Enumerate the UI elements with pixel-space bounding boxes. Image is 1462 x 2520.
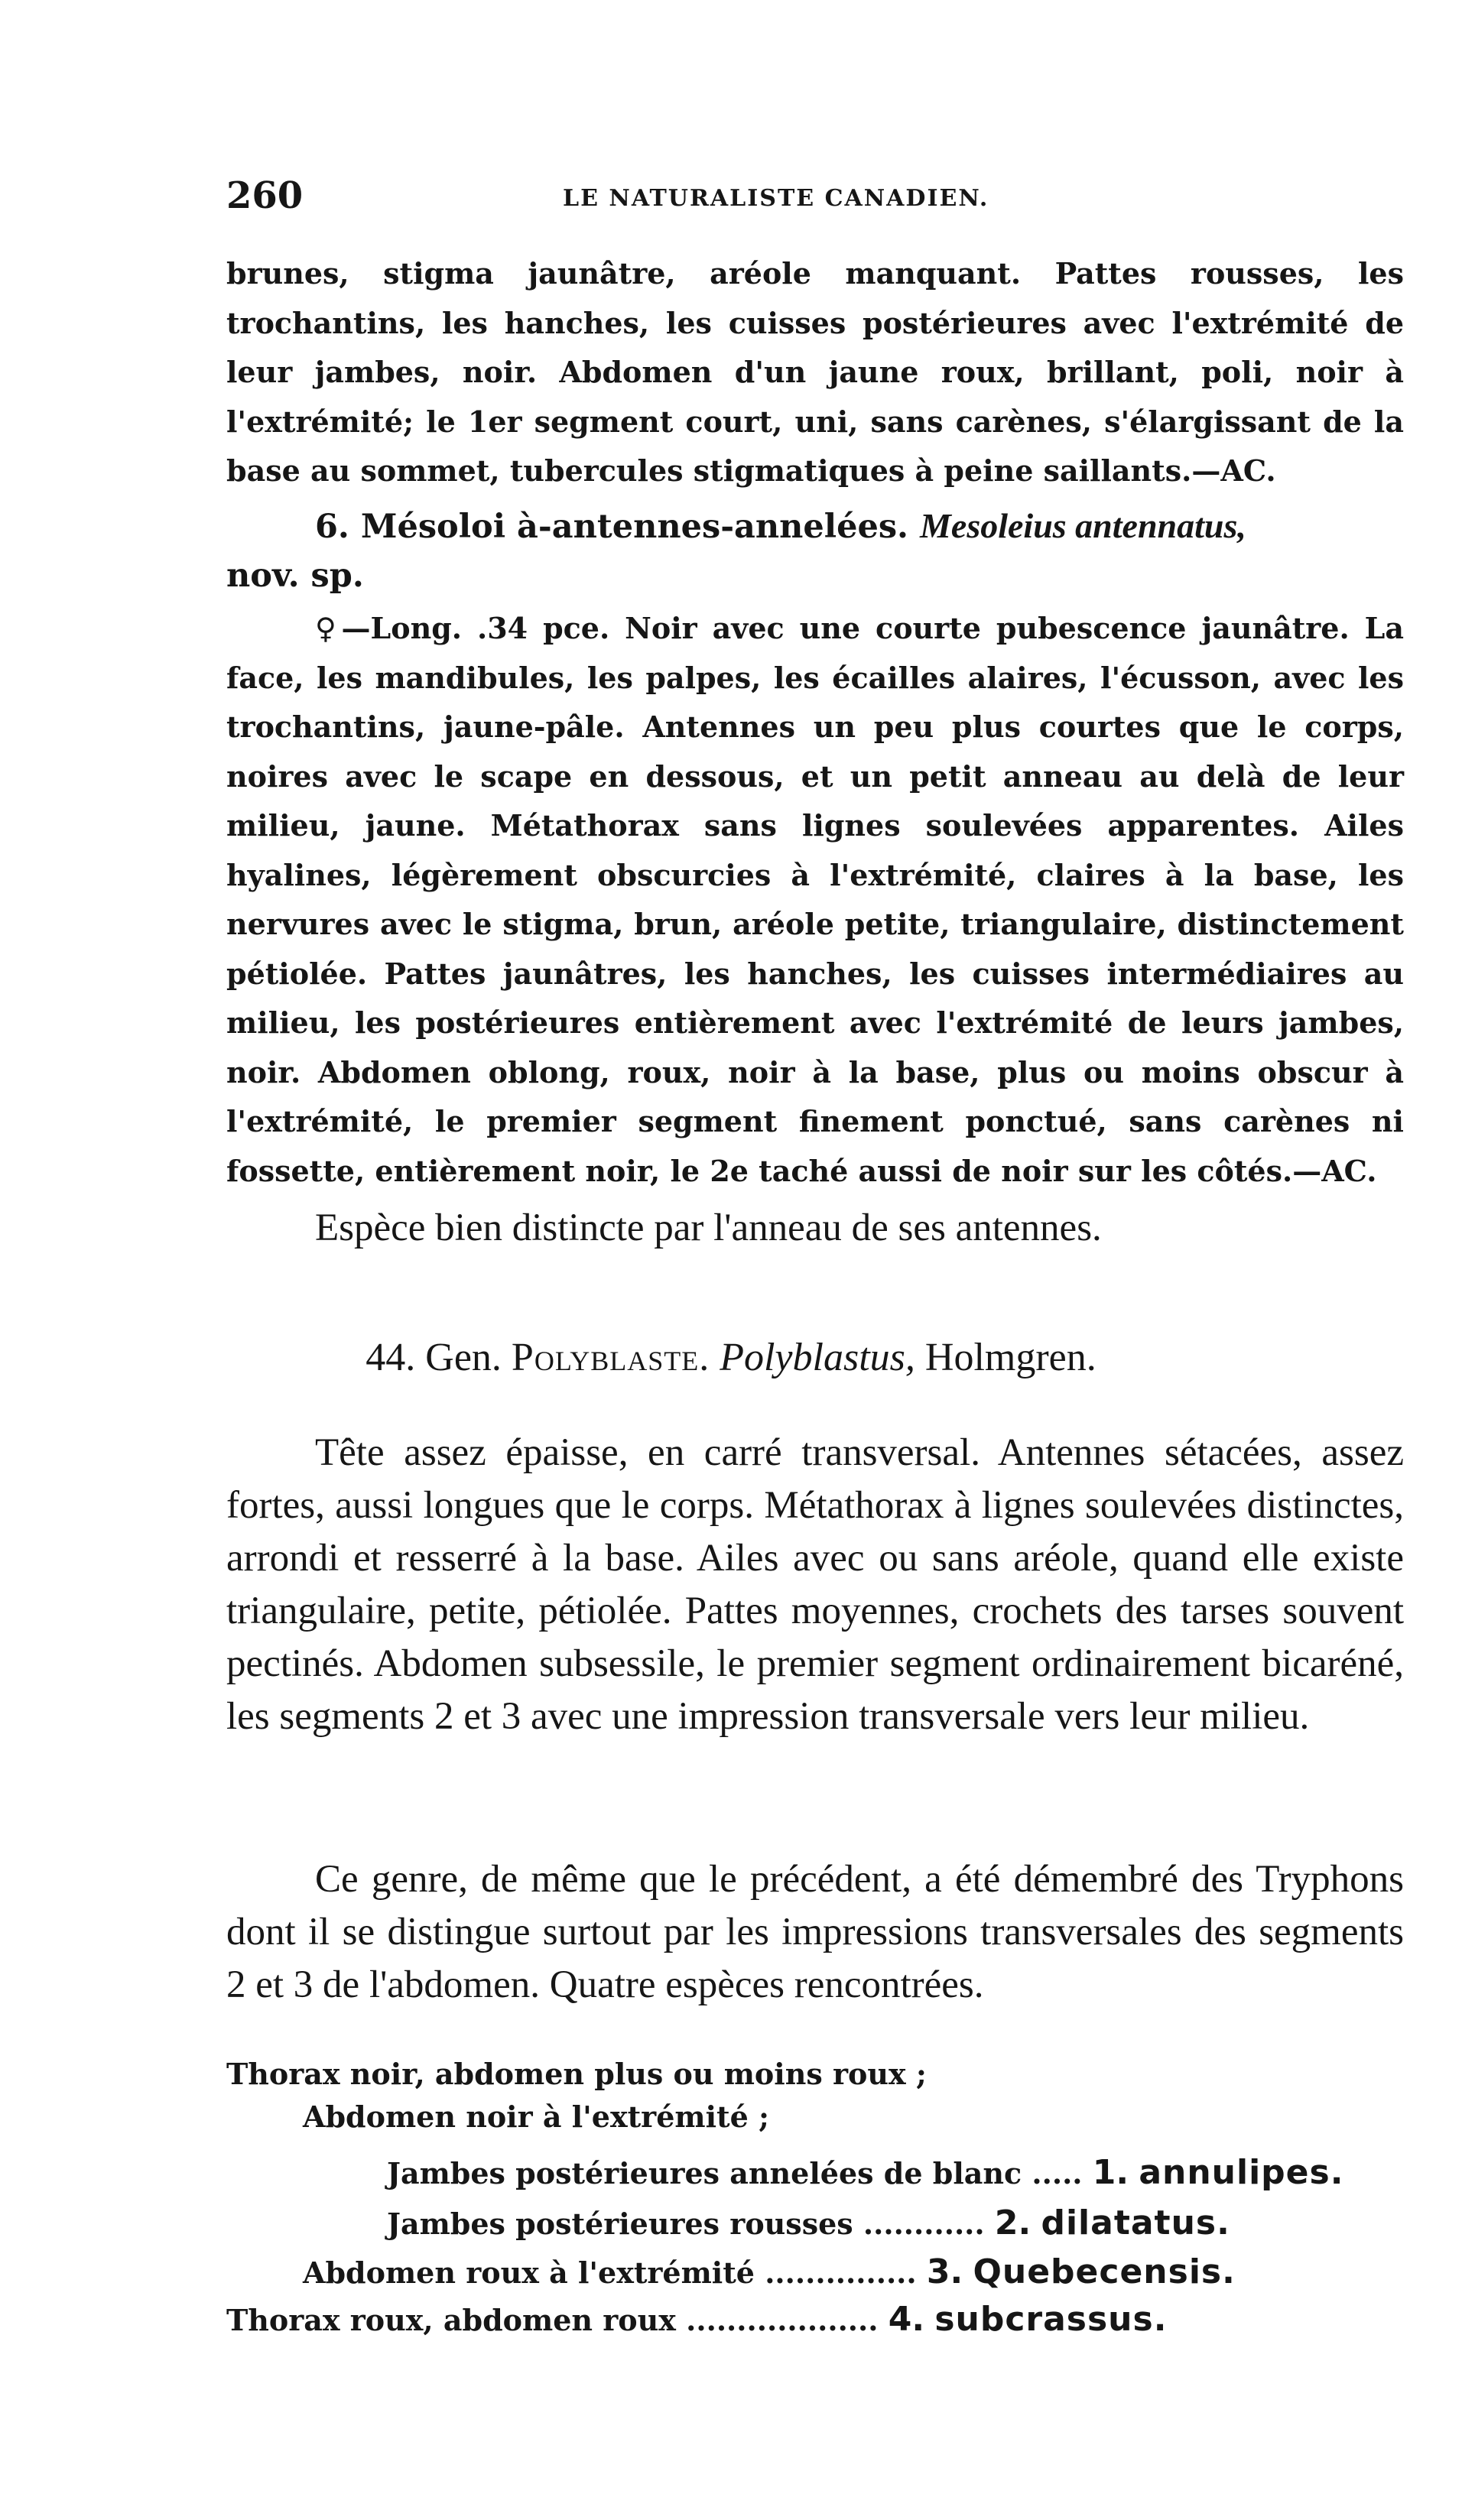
key-entry-number: 2.	[994, 2203, 1032, 2242]
genus-remark: Ce genre, de même que le précédent, a été démembré des Tryphons dont il se distingue surtout par les impressions transversales des segments 2 et 3 de l'abdomen. Quatre espèces rencontrées.	[226, 1858, 1404, 2006]
species-name: Mésoloi à-antennes-annelées.	[360, 508, 909, 546]
key-entry	[387, 2153, 1343, 2199]
page-number: 260	[226, 174, 304, 217]
key-entry-species: dilatatus.	[1041, 2203, 1230, 2242]
species-heading	[226, 502, 1404, 600]
species-number: 6.	[315, 508, 349, 546]
key-entry-number: 3.	[926, 2252, 963, 2291]
key-line-thorax-noir: Thorax noir, abdomen plus ou moins roux ;	[226, 2057, 927, 2091]
key-entry	[387, 2203, 1230, 2249]
key-entry-text: Jambes postérieures annelées de blanc	[387, 2156, 1022, 2190]
key-entry	[226, 2300, 1167, 2346]
key-entry-dots: .....	[1032, 2156, 1083, 2190]
genus-author: Holmgren.	[924, 1336, 1096, 1379]
key-entry-text: Abdomen roux à l'extrémité	[303, 2255, 755, 2290]
key-entry-text: Thorax roux, abdomen roux	[226, 2303, 676, 2337]
page-header	[226, 174, 1358, 228]
genus-latin-name: Polyblastus,	[720, 1336, 915, 1379]
key-line-abdomen-noir: Abdomen noir à l'extrémité ;	[303, 2099, 770, 2134]
genus-number: 44.	[366, 1336, 416, 1379]
species-description: ♀—Long. .34 pce. Noir avec une courte pubescence jaunâtre. La face, les mandibules, les palpes, les écailles alaires, l'écusson, avec les trochantins, jaune-pâle. Antennes un peu plus courtes que le corps, noires avec le scape en dessous, et un petit anneau au delà de leur milieu, jaune. Métathorax sans lignes soulevées apparentes. Ailes hyalines, légèrement obscurcies à l'extrémité, claires à la base, les nervures avec le stigma, brun, aréole petite, triangulaire, distinctement pétiolée. Pattes jaunâtres, les hanches, les cuisses intermédiaires au milieu, les postérieures entièrement avec l'extrémité de leurs jambes, noir. Abdomen oblong, roux, noir à la base, plus ou moins obscur à l'extrémité, le premier segment finement ponctué, sans carènes ni fossette, entièrement noir, le 2e taché aussi de noir sur les côtés.—AC.	[226, 611, 1404, 1188]
key-entry-number: 4.	[888, 2300, 925, 2339]
species-remark: Espèce bien distincte par l'anneau de ses antennes.	[315, 1206, 1102, 1249]
key-entry-dots: ...................	[686, 2303, 879, 2337]
species-latin-name: Mesoleius antennatus,	[920, 506, 1246, 545]
genus-heading	[0, 1335, 1462, 1380]
species-key	[226, 2057, 1404, 2347]
key-entry-dots: ...............	[765, 2255, 917, 2290]
key-entry-species: Quebecensis.	[973, 2252, 1236, 2291]
running-head: LE NATURALISTE CANADIEN.	[563, 185, 989, 212]
genus-description: Tête assez épaisse, en carré transversal. Antennes sétacées, assez fortes, aussi longues que le corps. Métathorax à lignes soulevées distinctes, arrondi et resserré à la base. Ailes avec ou sans aréole, quand elle existe triangulaire, petite, pétiolée. Pattes moyennes, crochets des tarses souvent pectinés. Abdomen subsessile, le premier segment ordinairement bicaréné, les segments 2 et 3 avec une impression transversale vers leur milieu.	[226, 1431, 1404, 1738]
key-entry-species: annulipes.	[1139, 2153, 1344, 2192]
key-entry-species: subcrassus.	[934, 2300, 1168, 2339]
paragraph-continuation: brunes, stigma jaunâtre, aréole manquant. Pattes rousses, les trochantins, les hanches, les cuisses postérieures avec l'extrémité de leur jambes, noir. Abdomen d'un jaune roux, brillant, poli, noir à l'extrémité; le 1er segment court, uni, sans carènes, s'élargissant de la base au sommet, tubercules stigmatiques à peine saillants.—AC.	[226, 256, 1404, 488]
genus-gen: Gen.	[425, 1336, 502, 1379]
key-entry-text: Jambes postérieures rousses	[387, 2207, 853, 2241]
species-nov-sp: nov. sp.	[226, 557, 364, 595]
genus-name: Polyblaste.	[511, 1336, 710, 1379]
key-entry	[303, 2252, 1236, 2298]
key-entry-number: 1.	[1092, 2153, 1129, 2192]
key-entry-dots: ............	[863, 2207, 985, 2241]
